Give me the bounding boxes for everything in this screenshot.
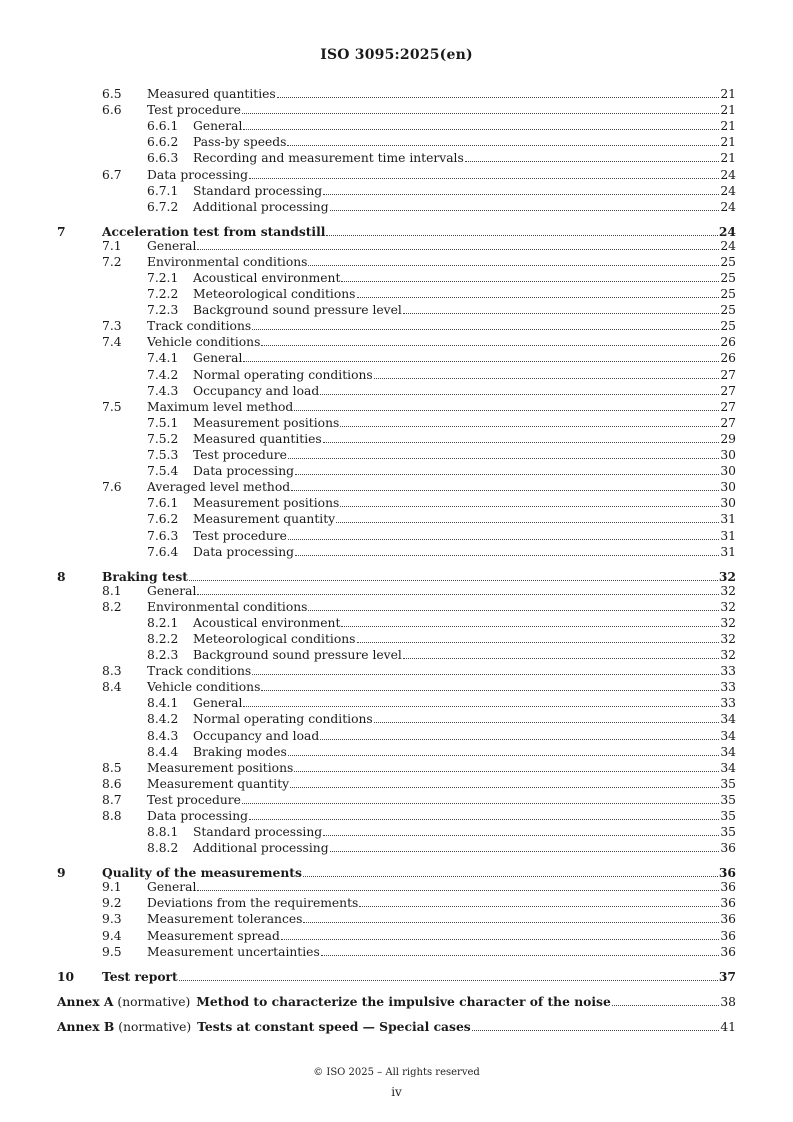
toc-entry-number: 10 (57, 968, 75, 984)
toc-entry-number: 7.4.1 (147, 351, 179, 366)
toc-annex-label: Annex A (57, 993, 114, 1009)
toc-dot-leader (340, 495, 719, 507)
toc-entry-page: 24 (720, 199, 736, 214)
toc-dot-leader (320, 728, 719, 740)
toc-dot-leader (288, 528, 719, 540)
toc-dot-leader (308, 599, 719, 611)
toc-entry[interactable] (0, 776, 793, 792)
toc-entry-title: Deviations from the requirements (147, 896, 359, 911)
toc-entry[interactable] (0, 150, 793, 166)
toc-entry-page: 25 (720, 254, 736, 269)
toc-dot-leader (340, 415, 719, 427)
toc-entry-number: 8.2.1 (147, 615, 179, 630)
toc-entry-title: Measurement positions (193, 415, 340, 430)
toc-entry-title: Track conditions (147, 319, 252, 334)
toc-entry[interactable] (0, 318, 793, 334)
toc-entry-title: General (147, 880, 197, 895)
toc-entry-page: 27 (720, 415, 736, 430)
toc-entry-title: Pass-by speeds (193, 135, 287, 150)
toc-dot-leader (330, 199, 720, 211)
toc-entry-title: Additional processing (193, 199, 329, 214)
toc-entry[interactable] (0, 479, 793, 495)
toc-entry[interactable] (0, 399, 793, 415)
toc-entry-number: 7.2.2 (147, 287, 179, 301)
toc-entry-page: 33 (720, 696, 736, 711)
toc-dot-leader (303, 865, 718, 877)
toc-entry[interactable] (0, 528, 793, 544)
toc-entry-page: 36 (720, 896, 736, 911)
toc-entry-number: 6.7.1 (147, 183, 179, 198)
toc-dot-leader (472, 1019, 720, 1031)
toc-dot-leader (243, 695, 719, 707)
toc-entry[interactable] (0, 118, 793, 134)
toc-entry-number: 7.2.1 (147, 270, 179, 285)
toc-annex-note: (normative) (117, 994, 191, 1009)
toc-dot-leader (341, 615, 719, 627)
toc-entry-title: Data processing (193, 544, 295, 559)
toc-entry-page: 36 (720, 944, 736, 959)
toc-entry[interactable] (0, 447, 793, 463)
toc-entry-number: 9 (57, 865, 66, 881)
toc-entry-page: 24 (718, 223, 736, 239)
toc-entry-page: 29 (720, 431, 736, 446)
toc-dot-leader (189, 569, 718, 581)
toc-entry-number: 7.1 (102, 238, 122, 253)
toc-entry-title: General (147, 238, 197, 253)
toc-entry-title: Averaged level method (147, 480, 291, 495)
toc-entry-number: 6.7.2 (147, 199, 179, 214)
toc-entry-page: 30 (720, 496, 736, 511)
toc-dot-leader (374, 367, 720, 379)
toc-entry-title: Vehicle conditions (147, 680, 261, 695)
toc-entry[interactable] (0, 663, 793, 679)
toc-entry[interactable] (0, 463, 793, 479)
toc-entry[interactable] (0, 647, 793, 663)
toc-entry-number: 7.2 (102, 254, 122, 269)
toc-entry-title: Measured quantities (193, 431, 322, 446)
toc-entry-page: 32 (720, 648, 736, 662)
toc-entry-number: 8.4.4 (147, 744, 179, 759)
toc-dot-leader (357, 286, 720, 298)
toc-entry-title: General (193, 351, 243, 366)
toc-entry-page: 21 (720, 135, 736, 150)
toc-entry-title: Maximum level method (147, 399, 294, 414)
page-number: iv (391, 1085, 402, 1099)
toc-entry-number: 7.5.1 (147, 415, 179, 430)
toc-entry-number: 7.6.1 (147, 496, 179, 511)
toc-entry-page: 31 (720, 528, 736, 543)
toc-entry-title: Environmental conditions (147, 599, 308, 614)
toc-entry-number: 8.8.2 (147, 841, 179, 856)
toc-entry[interactable] (0, 760, 793, 776)
toc-entry-number: 9.3 (102, 912, 122, 927)
toc-entry-number: 7.2.3 (147, 303, 179, 318)
toc-dot-leader (243, 118, 719, 130)
toc-dot-leader (295, 463, 719, 475)
toc-entry[interactable] (0, 495, 793, 511)
toc-entry-number: 9.4 (102, 928, 122, 943)
toc-entry-number: 8.8 (102, 809, 122, 823)
toc-entry-page: 33 (720, 664, 736, 679)
toc-entry-page: 21 (720, 87, 736, 101)
toc-dot-leader (197, 583, 719, 595)
toc-dot-leader (612, 994, 720, 1006)
toc-entry-number: 9.5 (102, 944, 122, 959)
toc-entry-title: Meteorological conditions (193, 631, 356, 646)
toc-entry-page: 34 (720, 760, 736, 775)
toc-dot-leader (308, 254, 719, 266)
toc-entry-number: 7.6.2 (147, 512, 179, 527)
toc-dot-leader (326, 224, 717, 236)
toc-entry-title: General (193, 119, 243, 134)
toc-entry-page: 32 (720, 631, 736, 646)
toc-entry-page: 38 (720, 994, 736, 1009)
toc-entry-number: 8.4.3 (147, 728, 179, 743)
toc-annex-note: (normative) (118, 1019, 192, 1034)
toc-dot-leader (197, 238, 719, 250)
toc-entry[interactable] (0, 102, 793, 118)
toc-entry[interactable] (0, 86, 793, 102)
toc-entry-number: 8.8.1 (147, 825, 179, 840)
toc-entry-title: Vehicle conditions (147, 335, 261, 350)
toc-entry[interactable] (0, 879, 793, 895)
toc-entry-number: 8.4.1 (147, 696, 179, 711)
toc-annex-entry[interactable] (0, 1019, 793, 1035)
toc-entry-page: 37 (718, 968, 736, 984)
toc-entry-number: 6.6 (102, 103, 122, 118)
toc-entry-title: Method to characterize the impulsive character of the noise (196, 993, 611, 1009)
toc-entry-page: 21 (720, 151, 736, 166)
toc-entry[interactable] (0, 631, 793, 647)
toc-entry-title: Data processing (193, 464, 295, 479)
toc-entry-number: 9.2 (102, 896, 122, 911)
toc-entry-page: 31 (720, 512, 736, 527)
toc-entry-page: 30 (720, 448, 736, 462)
toc-entry[interactable] (0, 583, 793, 599)
toc-entry[interactable] (0, 286, 793, 302)
toc-entry-number: 6.6.2 (147, 135, 179, 150)
toc-dot-leader (336, 511, 719, 523)
toc-entry-page: 21 (720, 119, 736, 134)
toc-entry-number: 8.4.2 (147, 712, 179, 727)
toc-entry-page: 25 (720, 303, 736, 318)
toc-entry-number: 7.3 (102, 319, 122, 334)
toc-entry-title: Measurement tolerances (147, 912, 303, 927)
toc-entry[interactable] (0, 728, 793, 744)
toc-dot-leader (277, 86, 720, 98)
toc-dot-leader (249, 808, 719, 820)
toc-dot-leader (323, 183, 719, 195)
toc-entry-number: 8.2 (102, 599, 122, 614)
toc-entry-number: 7 (57, 223, 66, 239)
toc-dot-leader (294, 760, 719, 772)
toc-entry-title: Data processing (147, 809, 249, 823)
toc-entry-title: Track conditions (147, 664, 252, 679)
toc-entry-title: Measurement spread (147, 928, 280, 943)
toc-dot-leader (341, 270, 719, 282)
toc-entry-number: 7.6.3 (147, 528, 179, 543)
toc-dot-leader (330, 840, 720, 852)
toc-entry-title: Test report (102, 968, 178, 984)
toc-entry-page: 33 (720, 680, 736, 695)
toc-entry-title: Standard processing (193, 825, 323, 840)
toc-entry-title: Test procedure (193, 448, 287, 462)
toc-entry-number: 7.5.3 (147, 448, 179, 462)
toc-entry-title: Test procedure (147, 792, 241, 807)
toc-entry[interactable] (0, 415, 793, 431)
toc-entry-number: 7.6 (102, 480, 122, 495)
toc-entry-number: 6.5 (102, 87, 122, 101)
toc-entry[interactable] (0, 599, 793, 615)
toc-entry-page: 36 (720, 841, 736, 856)
toc-entry[interactable] (0, 679, 793, 695)
toc-entry-title: General (147, 583, 197, 598)
toc-annex-label: Annex B (57, 1018, 115, 1034)
toc-entry[interactable] (0, 134, 793, 150)
toc-entry-title: Acceleration test from standstill (102, 223, 326, 239)
toc-entry-page: 36 (720, 912, 736, 927)
toc-entry-page: 34 (720, 728, 736, 743)
toc-entry[interactable] (0, 969, 793, 985)
toc-entry-title: Recording and measurement time intervals (193, 151, 464, 166)
toc-entry-title: Data processing (147, 167, 249, 182)
toc-dot-leader (179, 969, 718, 981)
toc-entry[interactable] (0, 431, 793, 447)
toc-entry-page: 21 (720, 103, 736, 118)
toc-entry[interactable] (0, 350, 793, 366)
toc-entry-number: 6.6.1 (147, 119, 179, 134)
toc-entry-title: Tests at constant speed — Special cases (197, 1018, 471, 1034)
toc-entry[interactable] (0, 511, 793, 527)
toc-annex-entry[interactable] (0, 994, 793, 1010)
toc-entry[interactable] (0, 824, 793, 840)
toc-entry-page: 26 (720, 335, 736, 350)
toc-entry-page: 35 (720, 809, 736, 823)
toc-dot-leader (281, 928, 720, 940)
toc-entry-title: Braking test (102, 568, 188, 584)
toc-entry-title: Meteorological conditions (193, 287, 356, 301)
toc-entry[interactable] (0, 711, 793, 727)
toc-dot-leader (261, 334, 719, 346)
toc-dot-leader (243, 350, 719, 362)
toc-entry-title: Occupancy and load (193, 728, 320, 743)
toc-entry-number: 8.6 (102, 776, 122, 791)
toc-dot-leader (295, 544, 719, 556)
toc-entry-page: 41 (720, 1019, 736, 1034)
toc-entry-page: 25 (720, 270, 736, 285)
toc-entry-page: 32 (718, 568, 736, 584)
toc-dot-leader (294, 399, 719, 411)
toc-dot-leader (287, 134, 719, 146)
toc-entry-title: Measurement uncertainties (147, 944, 320, 959)
toc-entry-title: Acoustical environment (193, 270, 341, 285)
toc-entry-title: Measurement positions (193, 496, 340, 511)
toc-entry-page: 32 (720, 599, 736, 614)
toc-entry-number: 7.4.3 (147, 383, 179, 398)
toc-dot-leader (288, 744, 719, 756)
toc-entry[interactable] (0, 183, 793, 199)
toc-entry[interactable] (0, 367, 793, 383)
toc-entry-title: Background sound pressure level (193, 648, 402, 662)
toc-dot-leader (242, 102, 719, 114)
toc-entry[interactable] (0, 254, 793, 270)
toc-entry-title: Measured quantities (147, 87, 276, 101)
document-header: ISO 3095:2025(en) (320, 47, 473, 63)
toc-entry-title: Normal operating conditions (193, 712, 373, 727)
toc-dot-leader (465, 150, 720, 162)
toc-entry[interactable] (0, 544, 793, 560)
toc-dot-leader (357, 631, 720, 643)
toc-entry-number: 7.5.4 (147, 464, 179, 479)
toc-entry[interactable] (0, 808, 793, 824)
toc-entry-title: Measurement positions (147, 760, 294, 775)
toc-entry-page: 24 (720, 167, 736, 182)
toc-dot-leader (252, 318, 719, 330)
toc-entry-title: Acoustical environment (193, 615, 341, 630)
toc-dot-leader (290, 776, 719, 788)
toc-entry-title: Standard processing (193, 183, 323, 198)
toc-entry-page: 30 (720, 480, 736, 495)
toc-entry-page: 32 (720, 615, 736, 630)
copyright-footer: © ISO 2025 – All rights reserved (313, 1067, 480, 1078)
toc-entry-page: 36 (720, 928, 736, 943)
toc-entry-title: Quality of the measurements (102, 865, 302, 881)
toc-entry-number: 6.6.3 (147, 151, 179, 166)
toc-dot-leader (252, 663, 719, 675)
toc-entry-title: Measurement quantity (193, 512, 336, 527)
toc-entry-page: 35 (720, 825, 736, 840)
toc-entry-page: 35 (720, 792, 736, 807)
toc-entry-title: Background sound pressure level (193, 303, 402, 318)
toc-entry-title: Braking modes (193, 744, 287, 759)
toc-entry-number: 7.4.2 (147, 367, 179, 382)
toc-entry-number: 8.2.3 (147, 648, 179, 662)
toc-dot-leader (403, 302, 720, 314)
toc-entry-page: 27 (720, 383, 736, 398)
toc-dot-leader (249, 167, 719, 179)
toc-dot-leader (291, 479, 719, 491)
toc-entry-title: Additional processing (193, 841, 329, 856)
toc-entry[interactable] (0, 944, 793, 960)
toc-dot-leader (321, 944, 720, 956)
toc-entry-number: 8.5 (102, 760, 122, 775)
toc-dot-leader (359, 895, 719, 907)
toc-entry[interactable] (0, 334, 793, 350)
toc-entry-number: 6.7 (102, 167, 122, 182)
toc-entry-page: 25 (720, 287, 736, 301)
toc-entry[interactable] (0, 270, 793, 286)
toc-entry[interactable] (0, 238, 793, 254)
toc-entry-page: 27 (720, 399, 736, 414)
toc-entry-page: 34 (720, 744, 736, 759)
toc-entry[interactable] (0, 302, 793, 318)
toc-entry-page: 36 (718, 865, 736, 881)
toc-entry-page: 30 (720, 464, 736, 479)
toc-entry-page: 34 (720, 712, 736, 727)
toc-entry-title: Environmental conditions (147, 254, 308, 269)
toc-entry-page: 26 (720, 351, 736, 366)
toc-dot-leader (323, 431, 720, 443)
toc-dot-leader (288, 447, 719, 459)
toc-dot-leader (303, 911, 719, 923)
toc-entry-page: 32 (720, 583, 736, 598)
toc-dot-leader (323, 824, 719, 836)
toc-entry-number: 9.1 (102, 880, 122, 895)
toc-entry-title: Measurement quantity (147, 776, 290, 791)
toc-entry-number: 8.3 (102, 664, 122, 679)
toc-dot-leader (374, 711, 720, 723)
toc-entry-number: 7.5.2 (147, 431, 179, 446)
toc-dot-leader (320, 383, 719, 395)
toc-entry[interactable] (0, 199, 793, 215)
toc-entry[interactable] (0, 895, 793, 911)
toc-entry-number: 7.5 (102, 399, 122, 414)
toc-entry-number: 8.4 (102, 680, 122, 695)
toc-entry-page: 24 (720, 238, 736, 253)
toc-entry[interactable] (0, 167, 793, 183)
toc-entry-title: Test procedure (193, 528, 287, 543)
toc-entry-number: 8 (57, 568, 66, 584)
toc-entry[interactable] (0, 792, 793, 808)
toc-entry-number: 8.2.2 (147, 631, 179, 646)
toc-entry-number: 8.1 (102, 583, 122, 598)
toc-entry-page: 24 (720, 183, 736, 198)
toc-entry-number: 7.4 (102, 335, 122, 350)
toc-entry-number: 8.7 (102, 792, 122, 807)
toc-entry-title: General (193, 696, 243, 711)
toc-entry-page: 31 (720, 544, 736, 559)
toc-entry-title: Occupancy and load (193, 383, 320, 398)
toc-dot-leader (242, 792, 719, 804)
toc-entry[interactable] (0, 911, 793, 927)
toc-dot-leader (197, 879, 719, 891)
toc-entry[interactable] (0, 744, 793, 760)
toc-entry-number: 7.6.4 (147, 544, 179, 559)
toc-entry-page: 27 (720, 367, 736, 382)
toc-entry-page: 36 (720, 880, 736, 895)
toc-dot-leader (261, 679, 719, 691)
toc-entry-title: Test procedure (147, 103, 241, 118)
toc-entry[interactable] (0, 695, 793, 711)
toc-entry[interactable] (0, 383, 793, 399)
toc-entry[interactable] (0, 928, 793, 944)
toc-entry[interactable] (0, 615, 793, 631)
toc-entry-page: 25 (720, 319, 736, 334)
toc-entry-title: Normal operating conditions (193, 367, 373, 382)
toc-entry-page: 35 (720, 776, 736, 791)
toc-dot-leader (403, 647, 720, 659)
toc-entry[interactable] (0, 840, 793, 856)
